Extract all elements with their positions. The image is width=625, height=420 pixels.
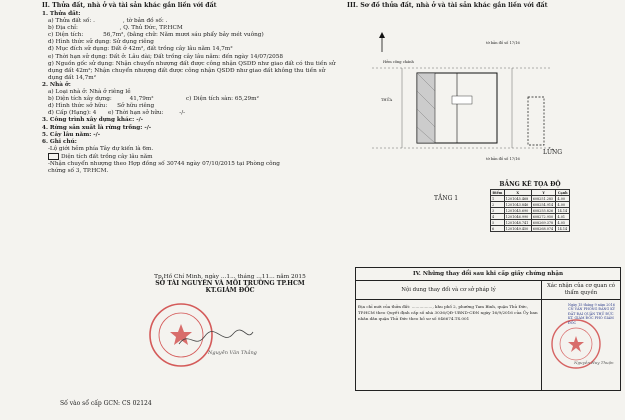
changes-body-row (356, 300, 620, 390)
note-line-2: Diện tích đất trồng cây lâu năm (36, 153, 336, 161)
land-plot-heading: 1. Thửa đất: (42, 11, 81, 17)
signature-block (130, 274, 330, 294)
house-grade-row: đ) Cấp (Hạng): 4 e) Thời hạn sở hữu: -/- (48, 110, 186, 117)
section-2 (36, 2, 336, 175)
ownership-term: e) Thời hạn sở hữu: -/- (108, 110, 186, 117)
coord-cell: 1201045.690 (504, 208, 531, 214)
note-line-4: chứng số 3, TP.HCM. (48, 168, 109, 175)
plot-number: a) Thửa đất số: . , tờ bản đồ số: . (48, 18, 168, 25)
plot-area: c) Diện tích: 56,7m², (bằng chữ: Năm mươi sáu phẩy bảy mét vuông) (48, 32, 264, 39)
coord-cell: 608251.285 (531, 196, 556, 202)
coord-cell: 1201043.846 (504, 202, 531, 208)
coord-cell: 1201049.450 (504, 226, 531, 232)
coord-cell: 608268.074 (531, 226, 556, 232)
usage-origin: g) Nguồn gốc sử dụng: Nhận chuyển nhượng đất được công nhận QSDĐ như giao đất có thu tiền sử dụng đất 42m²; Nhận chuyển nhượng đất được công nhận QSDĐ như giao đất không thu tiền sử dụng đất 14,7m² (48, 60, 336, 81)
map-sheet-top: tờ bản đồ số 17/16 (486, 41, 520, 45)
coord-cell: 3 (491, 208, 505, 214)
production-forest: 4. Rừng sản xuất là rừng trồng: -/- (42, 124, 152, 131)
note-line-3: -Nhận chuyển nhượng theo Hợp đồng số 30744 ngày 07/10/2015 tại Phòng công (48, 160, 280, 167)
coord-cell: 1201048.741 (504, 220, 531, 226)
coordinate-grid (490, 189, 570, 232)
section-4-title: IV. Những thay đổi sau khi cấp giấy chứng nhận (356, 268, 620, 281)
section-3-title: III. Sơ đồ thửa đất, nhà ở và tài sản khác gắn liền với đất (347, 2, 548, 9)
signer-name: Nguyễn Văn Thắng (208, 350, 257, 356)
coord-cell: 1 (491, 196, 505, 202)
coord-cell: 4.00 (556, 202, 570, 208)
house-area-row: b) Diện tích xây dựng: 41,79m² c) Diện tích sàn: 65,29m² (48, 96, 259, 103)
floor1-label: TẦNG 1 (434, 195, 459, 202)
section-3 (345, 2, 615, 9)
changes-col-authority: Xác nhận của cơ quan có thẩm quyền (546, 283, 616, 296)
coord-cell: 608269.378 (531, 220, 556, 226)
coord-cell: 14.14 (556, 226, 570, 232)
coord-cell: 4.01 (556, 214, 570, 220)
coordinate-title: BẢNG KÊ TỌA ĐỘ (499, 181, 561, 188)
coord-header: X (504, 190, 531, 196)
authority-signer: Nguyễn Huy Thuận (574, 360, 614, 365)
notes-heading: 6. Ghi chú: (42, 138, 77, 145)
note-line-1: -Lộ giới hẻm phía Tây dự kiến là 6m. (48, 145, 154, 152)
coord-header: Y (531, 190, 556, 196)
change-content: Địa chỉ mới của thửa đất: ................, khu phố 2, phường Tam Bình, quận Thủ Đức, TP.HCM theo Quyết định cấp số nhà 3036/QĐ-UBND-CĐN ngày 16/9/2016 của Ủy ban nhân dân quận Thủ Đức theo hồ sơ số 046674.TS.001 (356, 300, 542, 390)
coord-cell: 14.14 (556, 208, 570, 214)
other-structures: 3. Công trình xây dựng khác: -/- (42, 117, 144, 124)
changes-col-content: Nội dung thay đổi và cơ sở pháp lý (356, 281, 542, 299)
section-2-title: II. Thửa đất, nhà ở và tài sản khác gắn liền với đất (42, 2, 217, 9)
hatch-legend-icon (48, 153, 59, 160)
plot-address: b) Địa chỉ: , Q. Thủ Đức, TP.HCM (48, 25, 183, 32)
coord-cell: 5 (491, 220, 505, 226)
signature-scribble-icon (175, 326, 255, 352)
sign-role: KT.GIÁM ĐỐC (205, 287, 255, 294)
road-label: Hẻm công chánh (383, 60, 414, 64)
floor-area: c) Diện tích sàn: 65,29m² (186, 96, 259, 103)
ownership-form: d) Hình thức sở hữu: Sở hữu riêng (48, 103, 155, 110)
usage-purpose: đ) Mục đích sử dụng: Đất ở 42m², đất trồng cây lâu năm 14,7m² (48, 46, 233, 53)
changes-table (355, 267, 621, 391)
neighbor-plot-label: THỬA (381, 98, 393, 102)
mezzanine-label: LỬNG (543, 149, 563, 156)
house-type: a) Loại nhà ở: Nhà ở riêng lẻ (48, 89, 131, 96)
sign-org: SỞ TÀI NGUYÊN VÀ MÔI TRƯỜNG TP.HCM (155, 280, 305, 287)
perennial-trees: 5. Cây lâu năm: -/- (42, 131, 101, 138)
map-sheet-bottom: tờ bản đồ số 17/16 (486, 157, 520, 161)
sign-date: Tp.Hồ Chí Minh, ngày ...1... tháng ...11... năm 2015 (154, 274, 306, 280)
coordinate-table (490, 181, 570, 232)
coord-cell: 608272.950 (531, 214, 556, 220)
coord-cell: 608254.914 (531, 202, 556, 208)
house-heading: 2. Nhà ở: (42, 81, 71, 88)
coord-cell: 6 (491, 226, 505, 232)
registration-number: Số vào sổ cấp GCN: CS 02124 (60, 400, 152, 407)
coord-cell: 1201046.990 (504, 214, 531, 220)
changes-header-row (356, 281, 620, 300)
authority-confirmation (542, 300, 620, 390)
coord-cell: 4.00 (556, 196, 570, 202)
authority-stamp-text: Ngày 15 tháng 9 năm 2016 CN VĂN PHÒNG ĐĂNG KÝ ĐẤT ĐAI QUẬN THỦ ĐỨC KT. GIÁM ĐỐC PHÓ GIÁM ĐỐC (568, 303, 615, 325)
coord-cell: 4.05 (556, 220, 570, 226)
coord-header: Cạnh (557, 190, 568, 195)
usage-form: d) Hình thức sử dụng: Sử dụng riêng (48, 39, 154, 46)
coord-cell: 4 (491, 214, 505, 220)
coord-cell: 1201045.468 (504, 196, 531, 202)
mezzanine-diagram (520, 92, 585, 152)
usage-term: e) Thời hạn sử dụng: Đất ở: Lâu dài; Đất trồng cây lâu năm: đến ngày 14/07/2058 (48, 53, 283, 60)
coord-header: Điểm (492, 190, 503, 195)
coord-cell: 2 (491, 202, 505, 208)
table-row (491, 226, 570, 232)
coord-cell: 608255.826 (531, 208, 556, 214)
